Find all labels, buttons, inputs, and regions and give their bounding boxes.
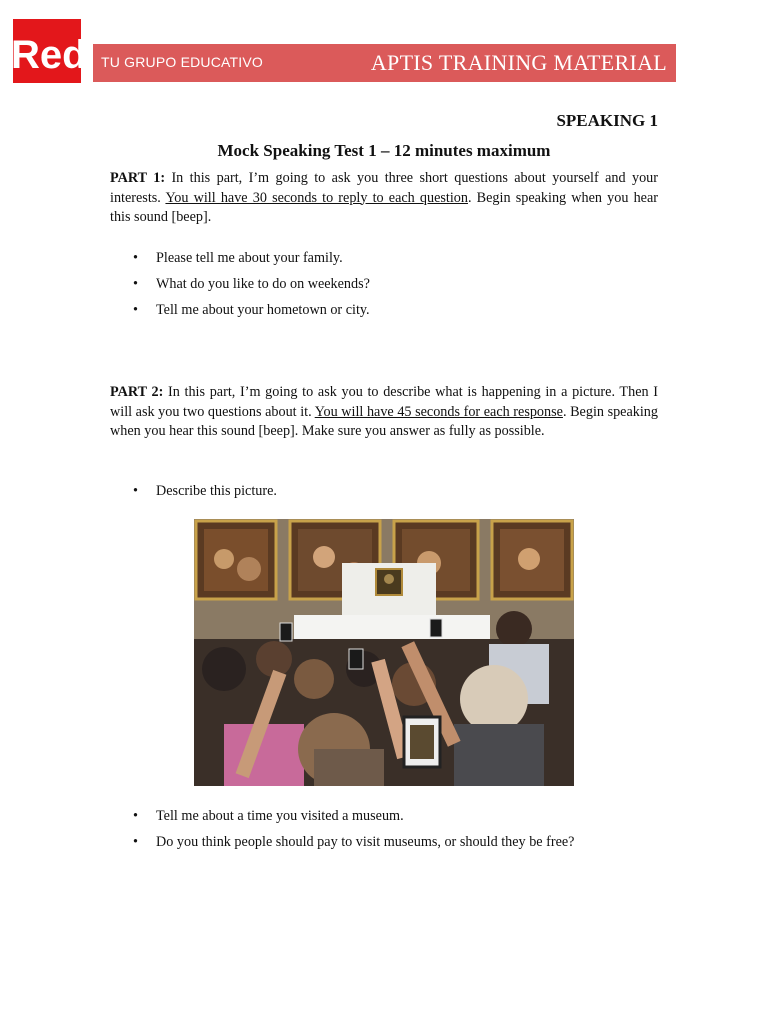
brand-logo [11, 19, 87, 83]
header-banner [93, 44, 676, 82]
part2-question-list [110, 807, 658, 859]
part1-question-list [110, 249, 658, 327]
bullet-icon: • [133, 834, 138, 850]
part2-time-limit: You will have 45 seconds for each response [314, 403, 563, 420]
prompt-text: Describe this picture. [156, 483, 277, 499]
part2-paragraph [110, 383, 658, 442]
group-label: TU GRUPO EDUCATIVO [101, 54, 264, 70]
logo-text: Red [11, 33, 87, 77]
bullet-icon: • [133, 302, 138, 318]
list-item [110, 275, 658, 301]
list-item [110, 482, 658, 508]
material-title: APTIS TRAINING MATERIAL [370, 50, 667, 75]
part2-prompt-list [110, 482, 658, 508]
museum-crowd-photo [194, 519, 574, 786]
part1-outro: . Begin speaking when you hear this sound [beep]. [110, 189, 658, 225]
bullet-icon: • [133, 483, 138, 499]
part1-time-limit: You will have 30 seconds to reply to each question [165, 189, 468, 206]
bullet-icon: • [133, 808, 138, 824]
part2-intro: In this part, I’m going to ask you to describe what is happening in a picture. Then I will ask you two questions about it. [110, 384, 658, 420]
part1-label: PART 1: [110, 170, 166, 186]
part2-label: PART 2: [110, 384, 164, 400]
question-text: Tell me about a time you visited a museum. [156, 808, 404, 824]
list-item [110, 301, 658, 327]
bullet-icon: • [133, 276, 138, 292]
list-item [110, 833, 658, 859]
bullet-icon: • [133, 250, 138, 266]
list-item [110, 807, 658, 833]
question-text: What do you like to do on weekends? [156, 276, 370, 292]
question-text: Please tell me about your family. [156, 250, 343, 266]
part1-paragraph [110, 169, 658, 228]
part2-outro: . Begin speaking when you hear this sound [beep]. Make sure you answer as fully as possible. [110, 403, 658, 439]
list-item [110, 249, 658, 275]
question-text: Do you think people should pay to visit museums, or should they be free? [156, 834, 575, 850]
part1-intro: In this part, I’m going to ask you three short questions about yourself and your interests. [110, 170, 658, 206]
question-text: Tell me about your hometown or city. [156, 302, 370, 318]
section-label: SPEAKING 1 [556, 111, 658, 130]
page-title: Mock Speaking Test 1 – 12 minutes maximum [217, 141, 551, 160]
